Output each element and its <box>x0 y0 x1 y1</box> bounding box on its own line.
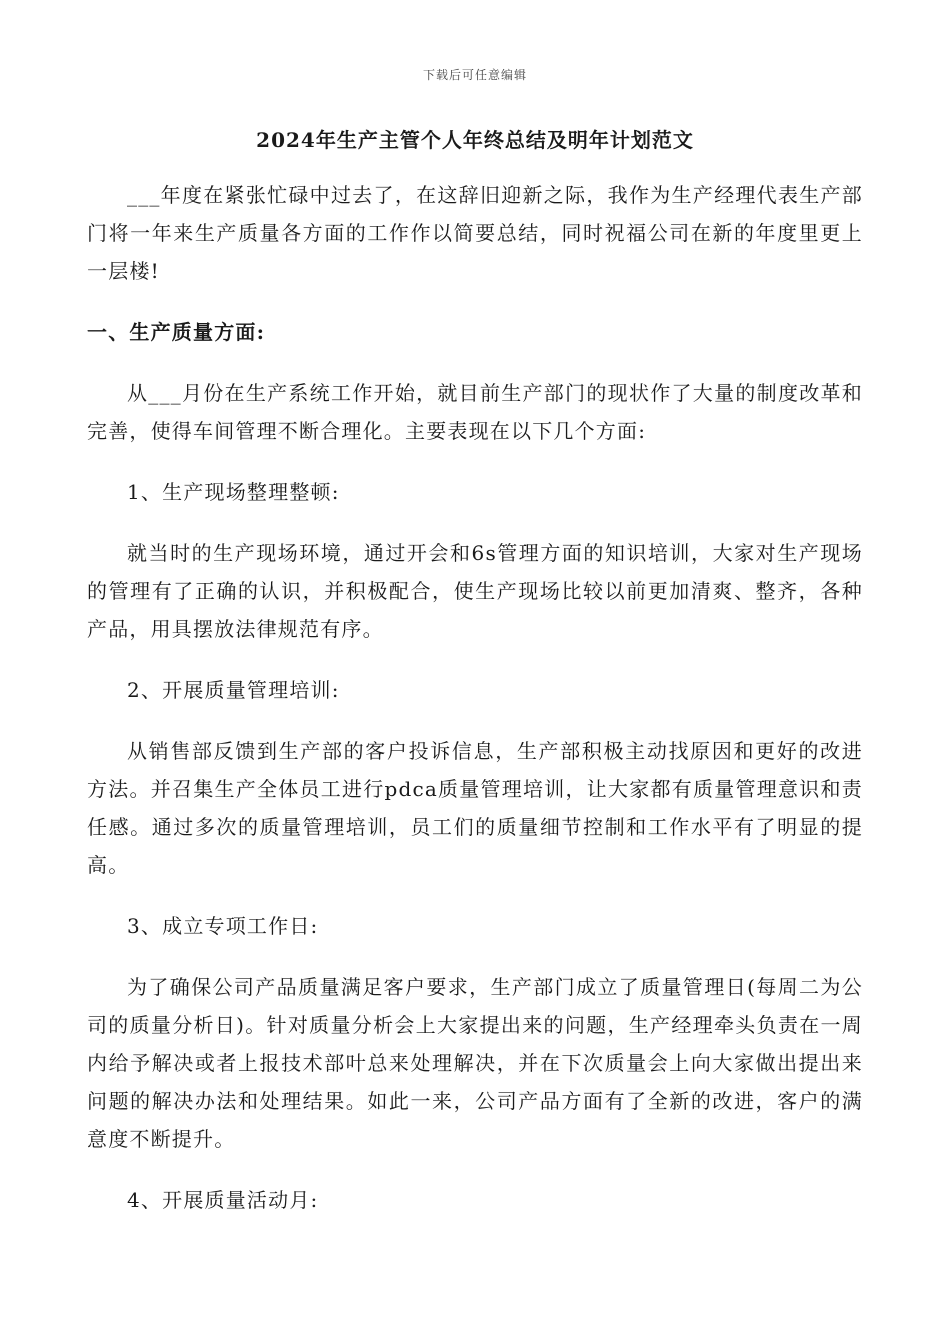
intro-paragraph: ___年度在紧张忙碌中过去了，在这辞旧迎新之际，我作为生产经理代表生产部门将一年来生产质量各方面的工作作以简要总结，同时祝福公司在新的年度里更上一层楼! <box>87 183 863 283</box>
section-heading: 一、生产质量方面: <box>87 320 266 344</box>
item-1-title: 1、生产现场整理整顿: <box>127 480 340 504</box>
item-4-title: 4、开展质量活动月: <box>127 1188 319 1212</box>
document-body <box>87 176 863 1242</box>
item-2-body: 从销售部反馈到生产部的客户投诉信息，生产部积极主动找原因和更好的改进方法。并召集生产全体员工进行pdca质量管理培训，让大家都有质量管理意识和责任感。通过多次的质量管理培训，员工们的质量细节控制和工作水平有了明显的提高。 <box>87 739 863 877</box>
item-2-title: 2、开展质量管理培训: <box>127 678 340 702</box>
section-intro-paragraph: 从___月份在生产系统工作开始，就目前生产部门的现状作了大量的制度改革和完善，使得车间管理不断合理化。主要表现在以下几个方面: <box>87 381 863 443</box>
item-1-body: 就当时的生产现场环境，通过开会和6s管理方面的知识培训，大家对生产现场的管理有了正确的认识，并积极配合，使生产现场比较以前更加清爽、整齐，各种产品，用具摆放法律规范有序。 <box>87 541 863 641</box>
document-title: 2024年生产主管个人年终总结及明年计划范文 <box>256 128 694 152</box>
item-3-title: 3、成立专项工作日: <box>127 914 319 938</box>
header-note: 下载后可任意编辑 <box>422 68 527 82</box>
item-3-body: 为了确保公司产品质量满足客户要求，生产部门成立了质量管理日(每周二为公司的质量分析日)。针对质量分析会上大家提出来的问题，生产经理牵头负责在一周内给予解决或者上报技术部叶总来处理解决，并在下次质量会上向大家做出提出来问题的解决办法和处理结果。如此一来，公司产品方面有了全新的改进，客户的满意度不断提升。 <box>87 975 863 1151</box>
